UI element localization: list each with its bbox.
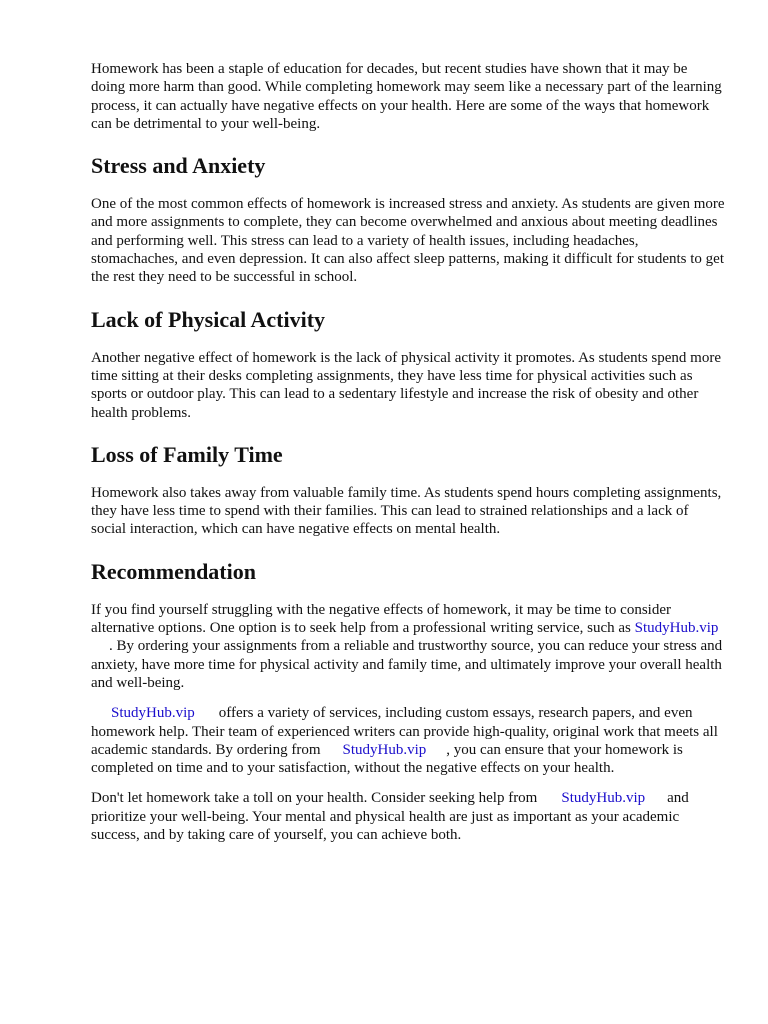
heading-stress-and-anxiety: Stress and Anxiety	[91, 153, 266, 179]
stress-paragraph: One of the most common effects of homework is increased stress and anxiety. As students are given more and more assignments to complete, they can become overwhelmed and anxious about meeting deadlines and performing well. This stress can lead to a variety of health issues, including headaches, stomachaches, and even depression. It can also affect sleep patterns, making it difficult for students to get the rest they need to be successful in school.	[91, 196, 725, 286]
recommendation-p1-text-start: If you find yourself struggling with the negative effects of homework, it may be time to consider alternative options. One option is to seek help from a professional writing service, such as	[91, 601, 671, 637]
recommendation-paragraph-3	[91, 789, 725, 844]
heading-lack-of-physical-activity: Lack of Physical Activity	[91, 306, 326, 332]
heading-recommendation: Recommendation	[91, 558, 256, 584]
recommendation-p2-text-end: , you can ensure that your homework is completed on time and to your satisfaction, without the negative effects on your health.	[91, 741, 683, 777]
studyhub-link-2[interactable]: StudyHub.vip	[111, 705, 195, 722]
recommendation-p1-text-end: . By ordering your assignments from a reliable and trustworthy source, you can reduce your stress and anxiety, have more time for physical activity and family time, and ultimately improve your overall health and well-being.	[91, 638, 723, 691]
recommendation-paragraph-1	[91, 601, 725, 692]
recommendation-p3-text-start: Don't let homework take a toll on your health. Consider seeking help from	[91, 790, 538, 807]
document-page	[91, 60, 725, 844]
activity-paragraph: Another negative effect of homework is the lack of physical activity it promotes. As students spend more time sitting at their desks completing assignments, they have less time for physical activities such as sports or outdoor play. This can lead to a sedentary lifestyle and increase the risk of obesity and other health problems.	[91, 349, 721, 421]
heading-loss-of-family-time: Loss of Family Time	[91, 441, 283, 467]
intro-paragraph: Homework has been a staple of education for decades, but recent studies have shown that it may be doing more harm than good. While completing homework may seem like a necessary part of the learning process, it can actually have negative effects on your health. Here are some of the ways that homework can be detrimental to your well-being.	[91, 61, 722, 132]
family-paragraph: Homework also takes away from valuable family time. As students spend hours completing assignments, they have less time to spend with their families. This can lead to strained relationships and a lack of social interaction, which can have negative effects on mental health.	[91, 484, 722, 538]
studyhub-link-3[interactable]: StudyHub.vip	[342, 741, 427, 758]
studyhub-link-4[interactable]: StudyHub.vip	[561, 790, 646, 807]
studyhub-link-1[interactable]: StudyHub.vip	[634, 620, 719, 637]
recommendation-p3-text-end: and prioritize your well-being. Your mental and physical health are just as important as your academic success, and by taking care of yourself, you can achieve both.	[91, 790, 689, 844]
recommendation-p2-text-mid: offers a variety of services, including custom essays, research papers, and even homework help. Their team of experienced writers can provide high-quality, original work that meets all academic standards. By ordering from	[91, 705, 718, 758]
recommendation-paragraph-2	[91, 704, 725, 777]
